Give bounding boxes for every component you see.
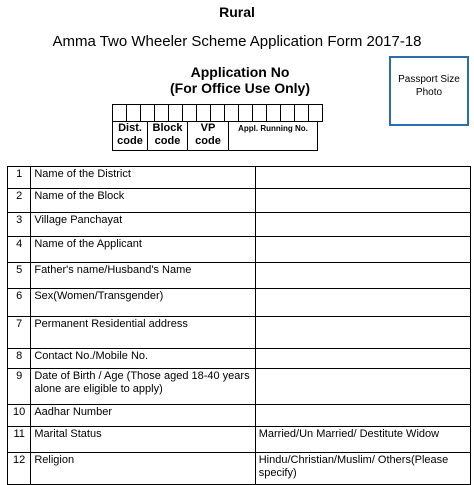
row-number: 12 xyxy=(8,453,31,485)
table-row xyxy=(8,349,471,369)
row-number: 10 xyxy=(8,405,31,427)
table-row xyxy=(8,369,471,405)
row-number: 6 xyxy=(8,289,31,317)
table-row xyxy=(8,167,471,189)
field-label: Village Panchayat xyxy=(31,213,255,237)
digit-box[interactable] xyxy=(309,105,323,122)
photo-box-line2: Photo xyxy=(415,87,443,98)
row-number: 1 xyxy=(8,167,31,189)
form-heading: Rural xyxy=(219,4,255,20)
field-label: Marital Status xyxy=(31,427,255,453)
field-label: Father's name/Husband's Name xyxy=(31,263,255,289)
digit-box[interactable] xyxy=(141,105,155,122)
row-number: 9 xyxy=(8,369,31,405)
field-value[interactable] xyxy=(255,405,470,427)
table-row xyxy=(8,213,471,237)
digit-box[interactable] xyxy=(211,105,225,122)
field-label: Sex(Women/Transgender) xyxy=(31,289,255,317)
dist-code-line1: Dist. xyxy=(118,122,142,134)
table-row xyxy=(8,427,471,453)
field-value[interactable]: Hindu/Christian/Muslim/ Others(Please specify) xyxy=(255,453,470,485)
digit-box[interactable] xyxy=(253,105,267,122)
field-value[interactable] xyxy=(255,349,470,369)
field-value[interactable] xyxy=(255,237,470,263)
field-value[interactable] xyxy=(255,189,470,213)
table-row xyxy=(8,263,471,289)
field-label: Name of the Applicant xyxy=(31,237,255,263)
vp-code-line1: VP xyxy=(200,122,216,134)
field-label: Religion xyxy=(31,453,255,485)
dist-code-label xyxy=(113,122,148,151)
row-number: 3 xyxy=(8,213,31,237)
table-row xyxy=(8,289,471,317)
field-value[interactable] xyxy=(255,263,470,289)
row-number: 4 xyxy=(8,237,31,263)
digit-box[interactable] xyxy=(197,105,211,122)
table-row xyxy=(8,405,471,427)
application-no-text: Application No xyxy=(190,64,290,80)
digit-box[interactable] xyxy=(295,105,309,122)
field-value[interactable] xyxy=(255,289,470,317)
office-use-text: (For Office Use Only) xyxy=(169,80,311,96)
table-row xyxy=(8,317,471,349)
table-row xyxy=(8,237,471,263)
field-label: Name of the District xyxy=(31,167,255,189)
row-number: 2 xyxy=(8,189,31,213)
digit-box[interactable] xyxy=(225,105,239,122)
photo-box-line1: Passport Size xyxy=(398,74,460,85)
block-code-label xyxy=(148,122,188,151)
digit-box[interactable] xyxy=(183,105,197,122)
applicant-details-table xyxy=(7,166,471,485)
field-value[interactable] xyxy=(255,167,470,189)
field-label: Name of the Block xyxy=(31,189,255,213)
field-value[interactable] xyxy=(255,213,470,237)
digit-box[interactable] xyxy=(169,105,183,122)
digit-box[interactable] xyxy=(127,105,141,122)
digit-box[interactable] xyxy=(267,105,281,122)
row-number: 7 xyxy=(8,317,31,349)
field-label: Contact No./Mobile No. xyxy=(31,349,255,369)
digit-box[interactable] xyxy=(239,105,253,122)
digit-box[interactable] xyxy=(113,105,127,122)
application-number-label xyxy=(120,64,360,96)
block-code-line2: code xyxy=(154,135,181,147)
table-row xyxy=(8,453,471,485)
vp-code-line2: code xyxy=(195,135,221,147)
digit-box[interactable] xyxy=(155,105,169,122)
field-value[interactable]: Married/Un Married/ Destitute Widow xyxy=(255,427,470,453)
application-number-boxes xyxy=(112,104,323,122)
digit-box[interactable] xyxy=(281,105,295,122)
field-value[interactable] xyxy=(255,317,470,349)
row-number: 8 xyxy=(8,349,31,369)
block-code-line1: Block xyxy=(152,122,183,134)
field-label: Date of Birth / Age (Those aged 18-40 years alone are eligible to apply) xyxy=(31,369,255,405)
vp-code-label xyxy=(188,122,229,151)
field-label: Permanent Residential address xyxy=(31,317,255,349)
row-number: 11 xyxy=(8,427,31,453)
form-title: Amma Two Wheeler Scheme Application Form 2017-18 xyxy=(52,33,422,50)
running-number-label: Appl. Running No. xyxy=(229,122,318,151)
row-number: 5 xyxy=(8,263,31,289)
field-value[interactable] xyxy=(255,369,470,405)
passport-photo-box xyxy=(389,56,469,126)
field-label: Aadhar Number xyxy=(31,405,255,427)
dist-code-line2: code xyxy=(117,135,143,147)
table-row xyxy=(8,189,471,213)
code-labels xyxy=(112,121,318,151)
